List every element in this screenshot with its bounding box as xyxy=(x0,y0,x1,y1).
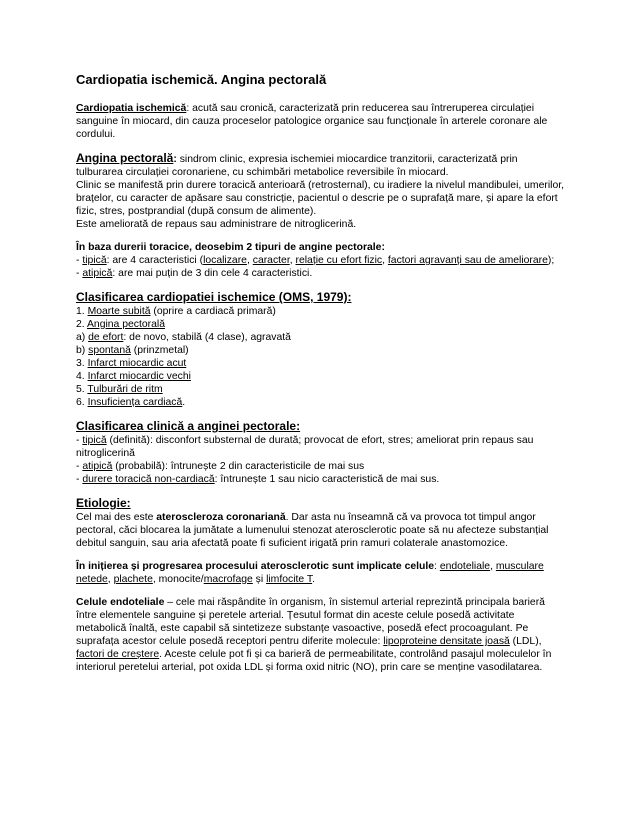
term-angina: Angina pectorală xyxy=(76,151,174,165)
section-clasificare-clinica xyxy=(76,419,566,486)
document-content xyxy=(76,72,566,674)
cardiopatie-definition: acută sau cronică, caracterizată prin reducerea sau întreruperea circulației sanguine în miocard, din cauza proceselor patologice organice sau funcționale în arterele coronare ale cordului. xyxy=(76,103,548,140)
list-item: b) spontană (prinzmetal) xyxy=(76,345,189,356)
clasificare-clinica-heading: Clasificarea clinică a anginei pectorale: xyxy=(76,419,301,433)
characteristic-localizare: localizare xyxy=(203,255,247,266)
list-item: 3. Infarct miocardic acut xyxy=(76,358,187,369)
paragraph-angina-clinic: Clinic se manifestă prin durere toracică anterioară (retrosternal), cu iradiere la nivelul mandibulei, umerilor, brațelor, cu caracter de apăsare sau constricție, pacientul o descrie pe o suprafață mare, și apare la efort fizic, stres, postprandial (după consum de alimente). xyxy=(76,180,564,217)
list-item: a) de efort: de novo, stabilă (4 clase), agravată xyxy=(76,332,291,343)
section-etiologie xyxy=(76,496,566,550)
list-item-atipica: - atipică: are mai puțin de 3 din cele 4 caracteristici. xyxy=(76,268,313,279)
list-item: 4. Infarct miocardic vechi xyxy=(76,371,191,382)
section-durere xyxy=(76,241,566,280)
paragraph-cardiopatie: Cardiopatia ischemică: acută sau cronică, caracterizată prin reducerea sau întreruperea circulației sanguine în miocard, din cauza proceselor patologice organice sau funcționale în arterele coronare ale cordului. xyxy=(76,103,548,140)
section-clasificare-oms xyxy=(76,290,566,409)
paragraph-etiologie: Cel mai des este ateroscleroza coronariană. Dar asta nu înseamnă că va provoca tot timpul angor pectoral, căci blocarea la jumătate a lumenului stenozat aterosclerotic poate să nu afecteze substanțial debitul sanguin, sau aria afectată poate fi suficient irigată prin ramuri colaterale anastomozice. xyxy=(76,512,549,549)
term-cardiopatie: Cardiopatia ischemică xyxy=(76,103,187,114)
list-item: - durere toracică non-cardiacă: întrunește 1 sau nicio caracteristică de mai sus. xyxy=(76,474,440,485)
paragraph-angina-relief: Este ameliorată de repaus sau administrare de nitroglicerină. xyxy=(76,219,357,230)
list-item: 2. Angina pectorală xyxy=(76,319,165,330)
list-item: 5. Tulburări de ritm xyxy=(76,384,163,395)
characteristic-relatie-efort: relație cu efort fizic xyxy=(295,255,383,266)
page-title: Cardiopatia ischemică. Angina pectorală xyxy=(76,72,327,87)
paragraph-progresare: În inițierea și progresarea procesului aterosclerotic sunt implicate celule: endoteliale, musculare netede, plachete, monocite/macrofage și limfocite T. xyxy=(76,561,544,585)
list-item: 1. Moarte subită (oprire a cardiacă primară) xyxy=(76,306,276,317)
characteristic-factori: factori agravanți sau de ameliorare xyxy=(387,255,548,266)
list-item-tipica: - tipică: are 4 caracteristici (localizare, caracter, relație cu efort fizic, factori agravanți sau de ameliorare); xyxy=(76,255,555,266)
characteristic-caracter: caracter xyxy=(252,255,290,266)
term-atipica: atipică xyxy=(82,268,113,279)
etiologie-heading: Etiologie: xyxy=(76,496,131,510)
clasificare-oms-heading: Clasificarea cardiopatiei ischemice (OMS, 1979): xyxy=(76,290,352,304)
paragraph-angina-definition: Angina pectorală: sindrom clinic, expresia ischemiei miocardice tranzitorii, caracterizată prin tulburarea circulației coronariene, cu schimbări metabolice reversibile în miocard. xyxy=(76,151,518,178)
term-tipica: tipică xyxy=(82,255,107,266)
list-item: - atipică (probabilă): întrunește 2 din caracteristicile de mai sus xyxy=(76,461,365,472)
durere-heading: În baza durerii toracice, deosebim 2 tipuri de angine pectorale: xyxy=(76,242,385,253)
angina-definition: sindrom clinic, expresia ischemiei miocardice tranzitorii, caracterizată prin tulburarea circulației coronariene, cu schimbări metabolice reversibile în miocard. xyxy=(76,154,518,178)
list-item: 6. Insuficiența cardiacă. xyxy=(76,397,186,408)
section-angina xyxy=(76,151,566,231)
paragraph-endoteliale: Celule endoteliale – cele mai răspândite în organism, în sistemul arterial reprezintă principala barieră între elementele sanguine și peretele arterial. Țesutul format din aceste celule posedă activitate metabolică înaltă, este capabil să sintetizeze substanțe vasoactive, posedă efect procoagulant. Pe suprafața acestor celule posedă receptori pentru diferite molecule: lipoproteine densitate joasă (LDL), factori de creștere. Aceste celule pot fi și ca barieră de permeabilitate, controlând pasajul moleculelor în interiorul peretelui arterial, pot oxida LDL și forma oxid nitric (NO), prin care se menține vasodilatarea. xyxy=(76,597,552,673)
list-item: - tipică (definită): disconfort substernal de durată; provocat de efort, stres; ameliorat prin repaus sau nitroglicerină xyxy=(76,435,534,459)
